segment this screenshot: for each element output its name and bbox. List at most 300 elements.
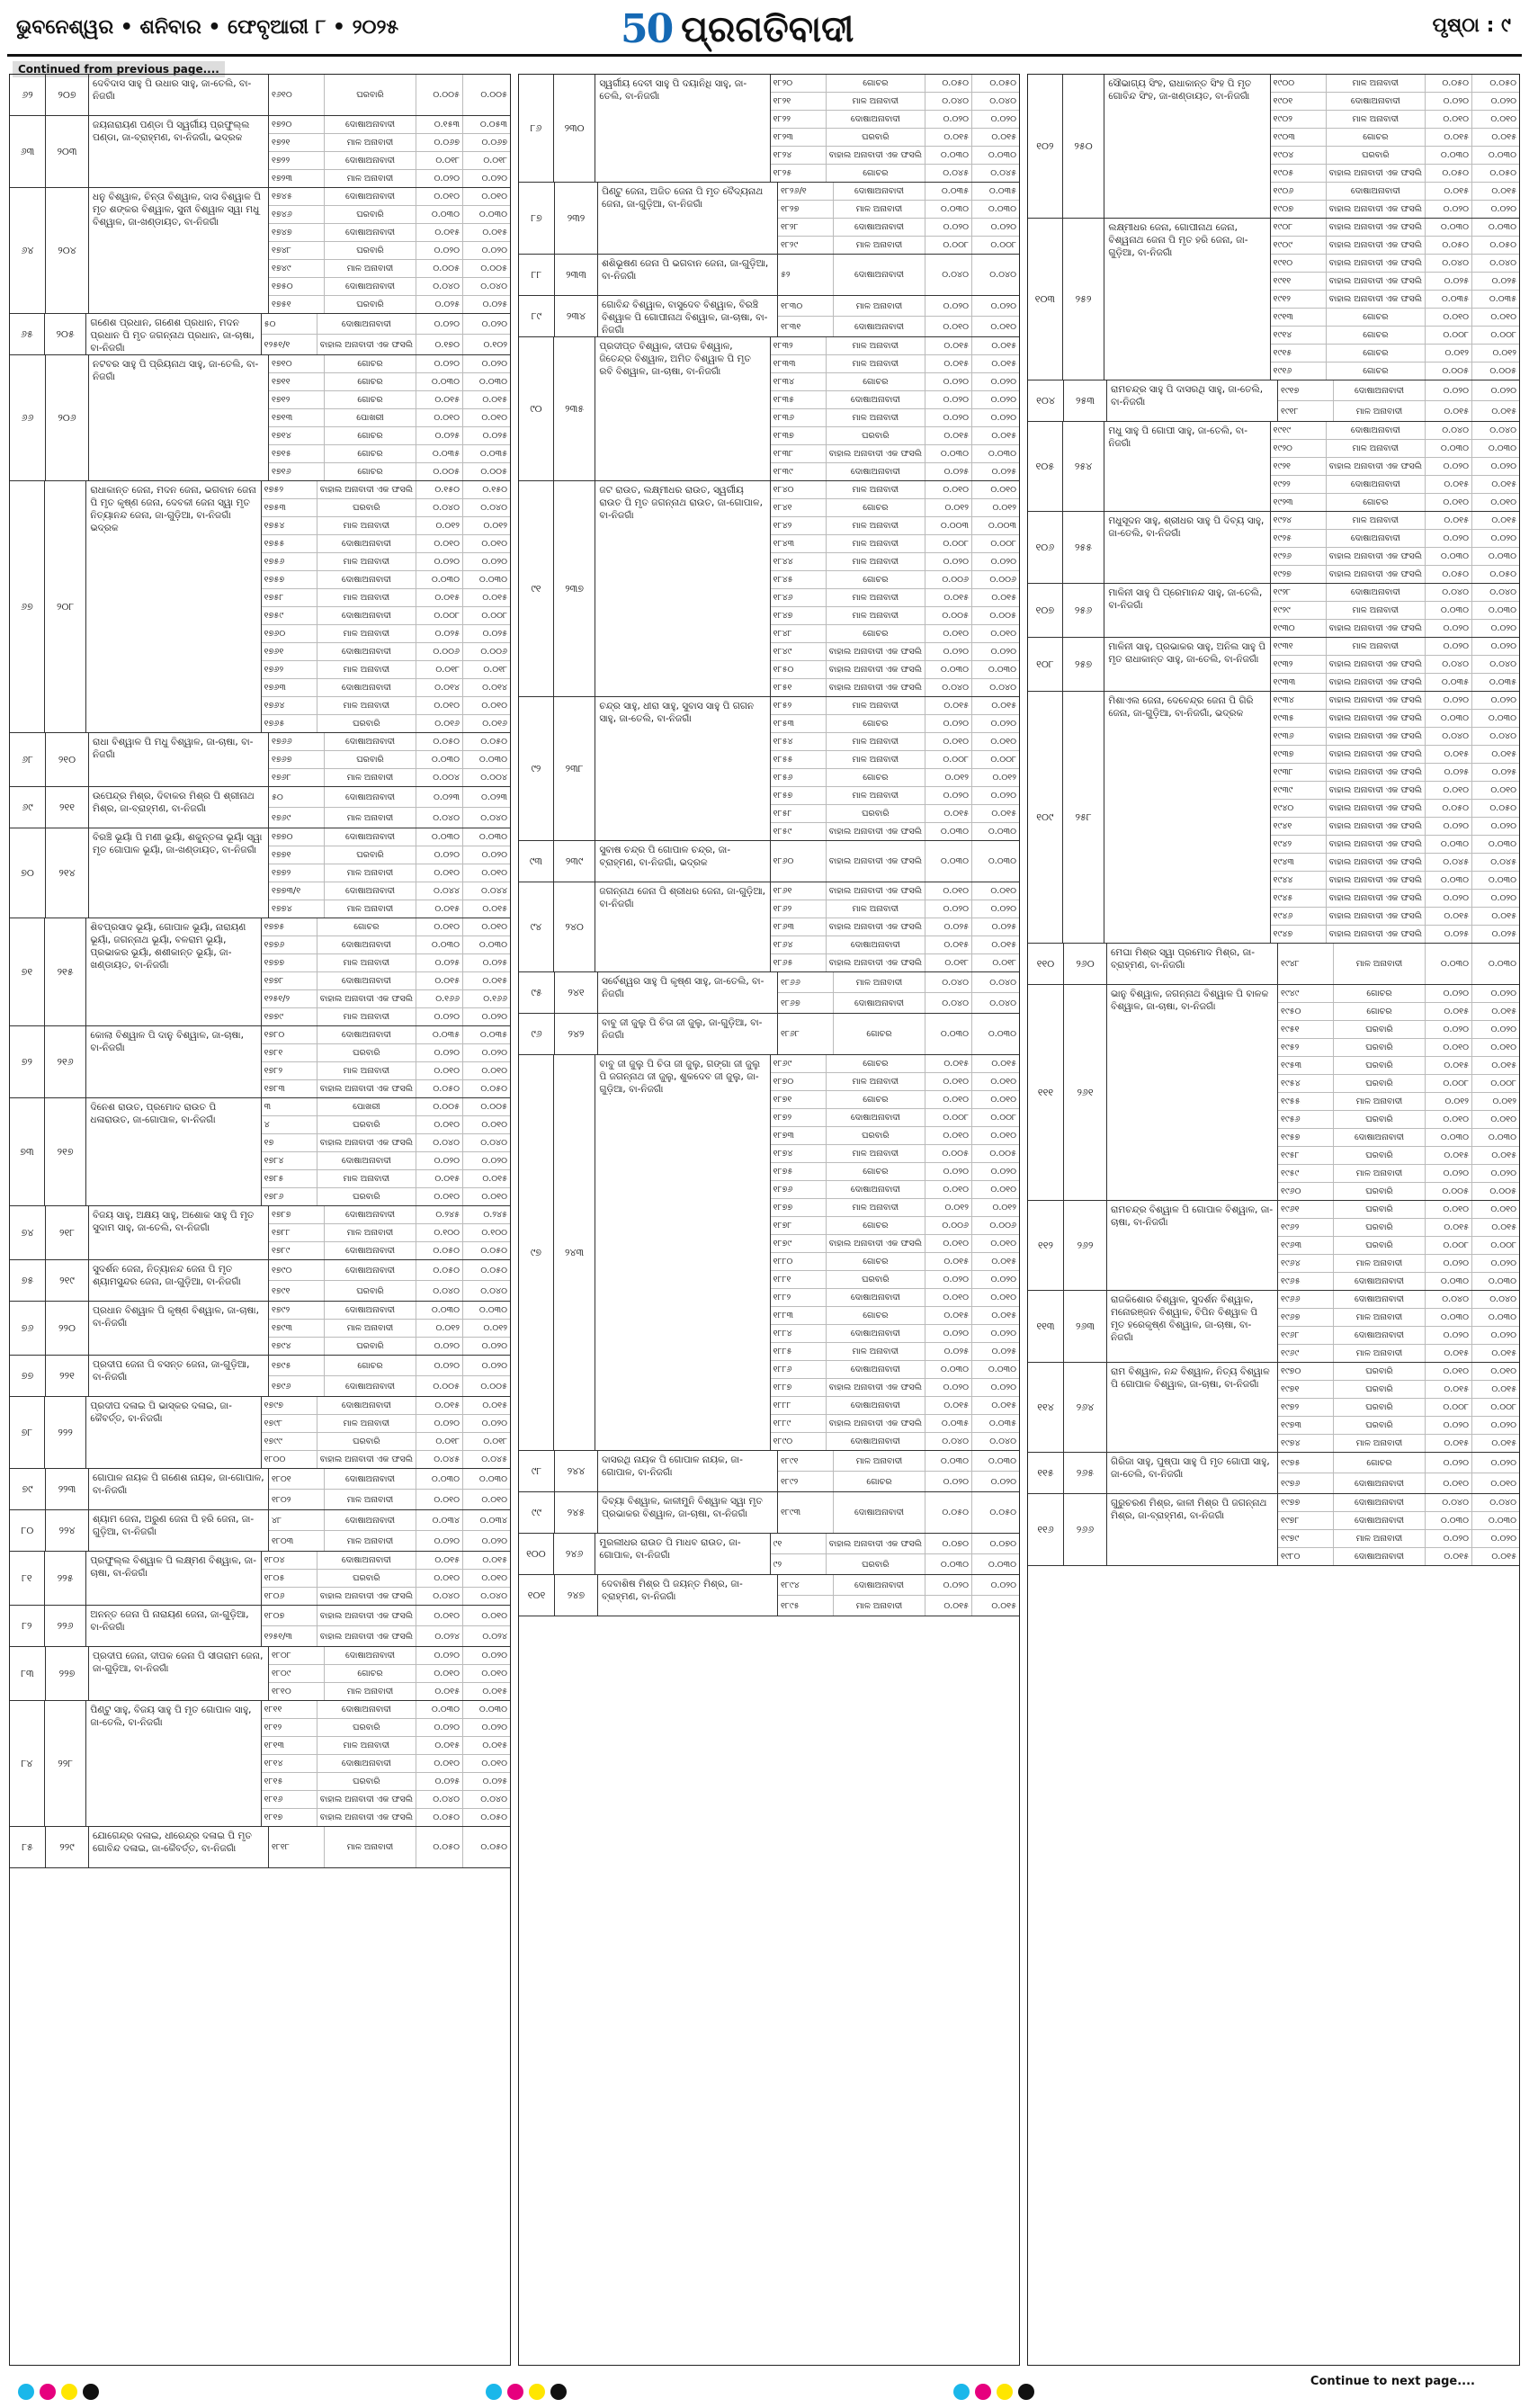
- plot-number: ୧୨୫୧/୨: [262, 990, 317, 1007]
- plot-number: ୧୭୭୩/୧: [269, 882, 325, 900]
- plot-number: ୧୮୬୦: [771, 841, 827, 882]
- table-row: [771, 75, 1019, 93]
- area-total: ୦.୦୨୦: [925, 1379, 972, 1396]
- table-row: [269, 391, 510, 409]
- land-kind: ମାଳ ଅନାବାଦୀ: [1334, 1345, 1426, 1362]
- land-kind: ମାଳ ଅନାବାଦୀ: [827, 1343, 925, 1360]
- record-group: [1028, 1453, 1519, 1494]
- table-row: [262, 607, 510, 625]
- area-acquired: ୦.୦୨୦: [481, 1341, 507, 1351]
- plot-number: ୧୯୫୫: [1278, 1093, 1334, 1110]
- record-group: [10, 188, 510, 314]
- area-total: ୦.୦୩୦: [925, 1554, 972, 1574]
- plot-number: ୧୯୩୬: [1271, 728, 1327, 745]
- table-row: [262, 589, 510, 607]
- plot-number: ୧୯୨୧: [1271, 458, 1327, 475]
- plot-number: ୧୭୮୨: [262, 1062, 317, 1079]
- land-kind: ଘରବାରି: [1334, 1039, 1426, 1056]
- area-total: ୦.୦୦୫: [416, 1098, 463, 1115]
- plot-number: ୧୭୯୧: [269, 1281, 325, 1301]
- area-total: ୦.୦୩୦: [1426, 1309, 1472, 1326]
- land-kind: ଦୋଷାଅନାବାଦୀ: [325, 1242, 416, 1259]
- owner-description: ପିଣ୍ଟୁ ଜେନା, ଅଜିତ ଜେନା ପି ମୃତ ବୈଦ୍ୟନାଥ ଜେନା, ଜା-ଗୁଡ଼ିଆ, ବା-ନିଜଗାଁ: [598, 183, 778, 254]
- serial-number: ୮୦: [10, 1510, 46, 1551]
- table-row: [771, 553, 1019, 571]
- land-kind: ବାହାଲ ଅନାବାଦୀ ଏକ ଫସଲି: [1327, 566, 1426, 583]
- khata-number: ୨୨୩: [46, 1469, 89, 1509]
- area-acquired: ୦.୦୩୦: [1488, 605, 1516, 615]
- land-kind: ଦୋଷାଅନାବାଦୀ: [1327, 530, 1426, 547]
- land-kind: ଦୋଷାଅନାବାଦୀ: [317, 643, 416, 660]
- table-row: [269, 445, 510, 463]
- area-total: ୦.୦୧୫: [416, 1683, 463, 1700]
- owner-description: ରାମଚନ୍ଦ୍ର ବିଶ୍ୱାଳ ପି ଗୋପାଳ ବିଶ୍ୱାଳ, ଜା-ଚାଷା, ବା-ନିଜଗାଁ: [1107, 1201, 1278, 1290]
- owner-description: ପିଣ୍ଟୁ ସାହୁ, ବିଜୟ ସାହୁ ପି ମୃତ ଗୋପାଳ ସାହୁ, ଜା-ତେଲି, ବା-ନିଜଗାଁ: [86, 1701, 261, 1826]
- plot-rows: [771, 882, 1019, 971]
- black-dot-icon: [550, 2384, 567, 2400]
- area-total: ୦.୦୨୦: [1426, 818, 1472, 835]
- table-row: [1278, 1003, 1519, 1021]
- plot-number: ୧୬୧୦: [269, 75, 325, 115]
- owner-description: ଧନୁ ବିଶ୍ୱାଳ, ଚିନ୍ତା ବିଶ୍ୱାଳ, ଦାସ ବିଶ୍ୱାଳ ପି ମୃତ ଶଙ୍କର ବିଶ୍ୱାଳ, ସୁନୀ ବିଶ୍ୱାଳ ସ୍ୱା ମଧୁ ବିଶ୍ୱାଳ, ଜା-ଖଣ୍ଡାୟତ, ବା-ନିଜଗାଁ: [89, 188, 269, 313]
- plot-number: ୧୮୬୮: [778, 1014, 834, 1054]
- area-acquired: ୦.୦୧୫: [482, 1174, 507, 1184]
- area-acquired: ୦.୦୧୦: [481, 1573, 507, 1583]
- land-kind: ଘରବାରି: [317, 715, 416, 732]
- table-row: [1278, 1363, 1519, 1381]
- table-row: [269, 1338, 510, 1355]
- area-acquired: ୦.୦୨୦: [990, 1275, 1016, 1285]
- plot-number: ୧୯୧୦: [1271, 255, 1327, 272]
- khata-number: ୨୧୯: [46, 1260, 89, 1301]
- land-kind: ଘରବାରି: [827, 1127, 925, 1144]
- owner-description: ମାଳିନୀ ସାହୁ, ପ୍ରଭାକର ସାହୁ, ଅନିଲ ସାହୁ ପି ମୃତ ରାଧାକାନ୍ତ ସାହୁ, ଜା-ତେଲି, ବା-ନିଜଗାଁ: [1104, 638, 1270, 691]
- record-group: [10, 1606, 510, 1647]
- area-total: ୦.୦୨୦: [925, 391, 972, 408]
- area-acquired: ୦.୦୩୦: [1488, 959, 1516, 969]
- plot-number: ୧୮୮୩: [771, 1307, 827, 1324]
- area-total: ୦.୦୧୫: [1426, 1381, 1472, 1398]
- owner-description: ବିରଞ୍ଚି ଭୂୟାଁ ପି ମଣୀ ଭୂୟାଁ, ଶକୁନ୍ତଳା ଭୂୟାଁ ସ୍ୱା ମୃତ ଗୋପାଳ ଭୂୟାଁ, ଜା-ଖଣ୍ଡାୟତ, ବା-ନିଜଗାଁ: [89, 828, 269, 918]
- area-total: ୦.୦୪୦: [416, 1588, 463, 1605]
- table-row: [262, 715, 510, 732]
- record-group: [1028, 512, 1519, 584]
- area-total: ୦.୦୦୮: [416, 607, 463, 624]
- plot-number: ୧୮୭୬: [771, 1181, 827, 1198]
- land-kind: ଦୋଷାଅନାବାଦୀ: [325, 1206, 416, 1223]
- area-acquired: ୦.୦୧୫: [1491, 1061, 1516, 1070]
- table-row: [771, 823, 1019, 840]
- table-row: [1278, 1473, 1519, 1493]
- plot-number: ୯୧: [771, 1534, 827, 1553]
- area-acquired: ୦.୦୧୮: [483, 1437, 507, 1446]
- record-group: [519, 337, 1019, 481]
- area-acquired: ୦.୦୧୨: [992, 503, 1016, 513]
- page-number: ପୃଷ୍ଠା : ୯: [1432, 14, 1511, 37]
- area-acquired: ୦.୦୨୦: [1490, 1168, 1516, 1178]
- plot-number: ୧୮୫୬: [771, 769, 827, 786]
- land-kind: ବାହାଲ ଅନାବାଦୀ ଏକ ଫସଲି: [317, 1451, 416, 1468]
- plot-number: ୫୨: [778, 255, 834, 295]
- area-acquired: ୦.୦୧୦: [1490, 312, 1516, 322]
- land-kind: ଦୋଷାଅନାବାଦୀ: [325, 1510, 416, 1530]
- plot-number: ୧୭୭୭: [262, 954, 317, 971]
- area-total: ୦.୦୨୦: [1426, 638, 1472, 655]
- land-kind: ଦୋଷାଅନାବାଦୀ: [827, 1433, 925, 1450]
- area-total: ୦.୦୩୦: [1426, 1512, 1472, 1529]
- area-total: ୦.୦୩୦: [1426, 944, 1472, 984]
- area-acquired: ୦.୦୧୫: [1491, 749, 1516, 759]
- area-acquired: ୦.୦୧୦: [481, 1669, 507, 1678]
- table-row: [1271, 440, 1519, 458]
- area-acquired: ୦.୦୨୫: [482, 431, 507, 441]
- land-kind: ମାଳ ଅନାବାଦୀ: [1334, 401, 1426, 421]
- area-acquired: ୦.୦୪୫: [1490, 857, 1516, 867]
- serial-number: ୧୧୦: [1028, 944, 1064, 984]
- plot-number: ୧୯୭୩: [1278, 1417, 1334, 1434]
- record-group: [1028, 584, 1519, 638]
- table-row: [1271, 129, 1519, 147]
- plot-rows: [269, 828, 510, 918]
- table-row: [1278, 1111, 1519, 1129]
- area-acquired: ୦.୦୨୦: [1490, 821, 1516, 831]
- area-acquired: ୦.୦୦୬: [989, 575, 1016, 585]
- plot-number: ୧୭୯୫: [269, 1356, 325, 1375]
- area-acquired: ୦.୦୧୦: [481, 1494, 507, 1505]
- newspaper-logo: [621, 5, 854, 52]
- area-acquired: ୦.୦୨୦: [481, 1651, 507, 1661]
- land-kind: ମାଳ ଅନାବାଦୀ: [827, 1073, 925, 1090]
- table-row: [1271, 201, 1519, 218]
- table-row: [771, 1415, 1019, 1433]
- plot-number: ୧୭୪୮: [269, 242, 325, 259]
- table-row: [771, 589, 1019, 607]
- table-row: [262, 553, 510, 571]
- serial-number: ୧୦୦: [519, 1534, 554, 1574]
- area-total: ୦.୦୨୦: [416, 1044, 463, 1061]
- land-kind: ଗୋଚର: [827, 1217, 925, 1234]
- table-row: [269, 170, 510, 187]
- table-row: [269, 1242, 510, 1259]
- plot-number: ୧୮୪୨: [771, 517, 827, 534]
- table-row: [1271, 854, 1519, 872]
- area-acquired: ୦.୦୧୦: [1490, 497, 1516, 507]
- area-total: ୦.୦୫୦: [416, 1827, 463, 1867]
- land-kind: ବାହାଲ ଅନାବାଦୀ ଏକ ଫସଲି: [1327, 273, 1426, 290]
- land-kind: ମାଳ ଅନାବାଦୀ: [827, 535, 925, 552]
- area-acquired: ୦.୦୨୦: [1490, 1534, 1516, 1544]
- table-row: [269, 188, 510, 206]
- area-total: ୦.୦୩୫: [416, 1026, 463, 1043]
- record-group: [1028, 1201, 1519, 1291]
- land-kind: ବାହାଲ ଅନାବାଦୀ ଏକ ଫସଲି: [827, 1534, 925, 1553]
- area-acquired: ୦.୦୧୫: [991, 940, 1016, 950]
- land-kind: ଦୋଷାଅନାବାଦୀ: [325, 787, 416, 807]
- plot-number: ୧୯୧୨: [1271, 291, 1327, 308]
- serial-number: ୯୪: [519, 882, 554, 971]
- table-row: [1278, 1309, 1519, 1327]
- area-total: ୦.୦୨୫: [925, 1343, 972, 1360]
- land-kind: ଘରବାରି: [325, 242, 416, 259]
- khata-number: ୨୩୯: [554, 841, 596, 882]
- area-acquired: ୦.୦୫୩: [479, 120, 507, 130]
- plot-rows: [1271, 692, 1519, 943]
- area-acquired: ୦.୦୩୦: [478, 832, 507, 842]
- record-group: [519, 1492, 1019, 1534]
- plot-number: ୧୮୩୦: [778, 296, 834, 316]
- area-total: ୦.୦୨୦: [1426, 458, 1472, 475]
- record-group: [10, 1647, 510, 1701]
- plot-number: ୧୯୧୧: [1271, 273, 1327, 290]
- area-total: ୦.୦୩୦: [925, 661, 972, 678]
- table-row: [262, 1701, 510, 1719]
- plot-number: ୧୮୮୦: [771, 1253, 827, 1270]
- plot-rows: [262, 314, 510, 354]
- area-total: ୦.୦୦୬: [925, 571, 972, 588]
- area-total: ୦.୦୧୫: [416, 224, 463, 241]
- area-acquired: ୦.୦୧୦: [1490, 114, 1516, 124]
- serial-number: ୬୬: [10, 355, 46, 480]
- record-group: [519, 841, 1019, 882]
- khata-number: ୨୧୪: [46, 828, 89, 918]
- land-kind: ଦୋଷାଅନାବାଦୀ: [1334, 1129, 1426, 1146]
- area-total: ୦.୦୩୦: [925, 147, 972, 164]
- table-row: [771, 571, 1019, 589]
- table-row: [262, 1433, 510, 1451]
- area-acquired: ୦.୦୨୦: [1490, 989, 1516, 998]
- area-acquired: ୦.୦୧୦: [1490, 1204, 1516, 1214]
- land-kind: ଦୋଷାଅନାବାଦୀ: [1327, 476, 1426, 493]
- table-row: [1271, 345, 1519, 363]
- plot-number: ୧୮୯୫: [778, 1596, 834, 1616]
- area-total: ୦.୦୧୦: [1426, 1473, 1472, 1493]
- plot-rows: [1278, 1291, 1519, 1362]
- magenta-dot-icon: [40, 2384, 56, 2400]
- khata-number: ୨୦୪: [46, 188, 89, 313]
- plot-rows: [269, 75, 510, 115]
- table-row: [269, 769, 510, 786]
- plot-number: ୧୯୬୦: [1278, 1183, 1334, 1200]
- area-total: ୦.୦୨୦: [1426, 890, 1472, 907]
- plot-number: ୧୯୬୫: [1278, 1273, 1334, 1290]
- serial-number: ୧୧୧: [1028, 985, 1064, 1200]
- land-kind: ଗୋଚର: [325, 463, 416, 480]
- area-acquired: ୦.୦୧୫: [1491, 1007, 1516, 1016]
- plot-number: ୧୮୩୪: [771, 373, 827, 390]
- area-total: ୦.୦୧୫: [925, 1055, 972, 1072]
- land-kind: ଦୋଷାଅନାବାଦୀ: [317, 936, 416, 953]
- area-total: ୦.୦୨୦: [416, 1356, 463, 1375]
- plot-number: ୧୮୮୭: [771, 1379, 827, 1396]
- land-kind: ଗୋଚର: [827, 715, 925, 732]
- area-acquired: ୦.୦୫୦: [480, 1813, 507, 1822]
- land-kind: ଘରବାରି: [1334, 1057, 1426, 1074]
- plot-number: ୧୯୦୬: [1271, 183, 1327, 200]
- owner-description: ଉପେନ୍ଦ୍ର ମିଶ୍ର, ଦିବାକର ମିଶ୍ର ପି ଶ୍ରୀନାଥ ମିଶ୍ର, ଜା-ବ୍ରାହ୍ମଣ, ବା-ନିଜଗାଁ: [89, 787, 269, 828]
- area-total: ୦.୦୪୦: [1426, 1494, 1472, 1511]
- table-row: [771, 1325, 1019, 1343]
- area-total: ୦.୧୬୬: [416, 990, 463, 1007]
- area-total: ୦.୦୨୫: [416, 296, 463, 313]
- table-row: [771, 1271, 1019, 1289]
- area-total: ୦.୦୫୦: [1426, 75, 1472, 92]
- land-kind: ବାହାଲ ଅନାବାଦୀ ଏକ ଫସଲି: [1327, 674, 1426, 691]
- plot-number: ୧୭୬୮: [269, 769, 325, 786]
- area-acquired: ୦.୦୧୫: [1491, 1552, 1516, 1562]
- record-group: [10, 733, 510, 787]
- land-kind: ମାଳ ଅନାବାଦୀ: [317, 553, 416, 570]
- area-total: ୦.୦୧୦: [925, 1181, 972, 1198]
- plot-rows: [771, 75, 1019, 182]
- plot-number: ୧୮୫୮: [771, 805, 827, 822]
- plot-number: ୧୯୭୬: [1278, 1473, 1334, 1493]
- land-kind: ଗୋଚର: [1327, 327, 1426, 344]
- plot-number: ୧୭୪୭: [269, 224, 325, 241]
- table-row: [771, 607, 1019, 625]
- area-acquired: ୦.୦୪୦: [989, 1437, 1016, 1446]
- area-acquired: ୦.୦୧୫: [991, 1257, 1016, 1267]
- owner-description: ପ୍ରଦୀପ ଜେନା ପି ବସନ୍ତ ଜେନା, ଜା-ଗୁଡ଼ିଆ, ବା-ନିଜଗାଁ: [89, 1356, 269, 1396]
- area-acquired: ୦.୦୧୦: [481, 192, 507, 201]
- table-row: [771, 1343, 1019, 1361]
- land-kind: ଘରବାରି: [317, 1044, 416, 1061]
- serial-number: ୧୧୬: [1028, 1494, 1064, 1565]
- land-kind: ଘରବାରି: [1334, 1363, 1426, 1380]
- land-kind: ଦୋଷାଅନାବାଦୀ: [834, 255, 925, 295]
- table-row: [1271, 255, 1519, 273]
- area-total: ୦.୦୦୫: [416, 1376, 463, 1396]
- owner-description: ରାମଚନ୍ଦ୍ର ସାହୁ ପି ଦାସରଥି ସାହୁ, ଜା-ତେଲି, ବା-ନିଜଗାଁ: [1107, 380, 1278, 421]
- plot-number: ୧୮୫୦: [771, 661, 827, 678]
- land-kind: ଦୋଷାଅନାବାଦୀ: [1334, 1512, 1426, 1529]
- table-row: [771, 805, 1019, 823]
- table-row: [262, 517, 510, 535]
- area-total: ୦.୦୧୦: [1426, 1111, 1472, 1128]
- table-row: [771, 481, 1019, 499]
- area-acquired: ୦.୦୩୦: [478, 1473, 507, 1484]
- land-kind: ଦୋଷାଅନାବାଦୀ: [325, 278, 416, 295]
- area-acquired: ୦.୦୦୬: [480, 647, 507, 657]
- table-row: [1271, 530, 1519, 548]
- plot-number: ୧୭୫୮: [262, 589, 317, 606]
- area-acquired: ୦.୦୪୦: [1489, 659, 1516, 669]
- table-row: [771, 1253, 1019, 1271]
- table-row: [1278, 1530, 1519, 1548]
- area-acquired: ୦.୦୨୫: [991, 1347, 1016, 1356]
- magenta-dot-icon: [975, 2384, 991, 2400]
- table-row: [778, 317, 1019, 336]
- khata-number: ୨୬୧: [1064, 985, 1107, 1200]
- table-row: [262, 499, 510, 517]
- area-acquired: ୦.୦୬୭: [481, 138, 507, 148]
- plot-rows: [778, 296, 1019, 336]
- plot-number: ୧୯୦୧: [1271, 93, 1327, 110]
- table-row: [771, 1554, 1019, 1574]
- area-acquired: ୦.୦୨୦: [1490, 385, 1516, 396]
- area-acquired: ୦.୦୨୦: [481, 1535, 507, 1546]
- area-total: ୦.୦୪୦: [416, 278, 463, 295]
- plot-number: ୧୮୨୧: [771, 93, 827, 110]
- table-row: [1278, 1183, 1519, 1200]
- area-total: ୦.୦୦୫: [925, 1145, 972, 1162]
- area-acquired: ୦.୦୧୫: [482, 976, 507, 986]
- table-row: [1271, 291, 1519, 309]
- plot-number: ୧୯୨୩: [1271, 494, 1327, 511]
- area-total: ୦.୦୨୦: [416, 846, 463, 864]
- plot-number: ୧୯୪୫: [1271, 890, 1327, 907]
- land-kind: ବାହାଲ ଅନାବାଦୀ ଏକ ଫସଲି: [1327, 237, 1426, 254]
- table-row: [771, 1397, 1019, 1415]
- serial-number: ୮୭: [519, 183, 555, 254]
- owner-description: ମୁରଲୀଧର ରାଉତ ପି ମାଧବ ରାଉତ, ଜା-ଗୋପାଳ, ବା-ନିଜଗାଁ: [595, 1534, 770, 1574]
- land-kind: ଗୋଚର: [317, 918, 416, 935]
- owner-description: ଜଗନ୍ନାଥ ଜେନା ପି ଶ୍ରୀଧର ଜେନା, ଜା-ଗୁଡ଼ିଆ, ବା-ନିଜଗାଁ: [595, 882, 770, 971]
- plot-rows: [1271, 75, 1519, 218]
- area-total: ୦.୦୧୦: [416, 1570, 463, 1587]
- owner-description: ମେଘା ମିଶ୍ର ସ୍ୱା ପ୍ରମୋଦ ମିଶ୍ର, ଜା-ବ୍ରାହ୍ମଣ, ବା-ନିଜଗାଁ: [1107, 944, 1278, 984]
- land-kind: ବାହାଲ ଅନାବାଦୀ ଏକ ଫସଲି: [1327, 800, 1426, 817]
- plot-number: ୧୯୫୬: [1278, 1111, 1334, 1128]
- table-row: [1271, 458, 1519, 476]
- table-row: [771, 111, 1019, 129]
- area-acquired: ୦.୦୦୫: [480, 1381, 507, 1392]
- area-total: ୦.୦୨୦: [925, 1163, 972, 1180]
- area-acquired: ୦.୦୧୦: [990, 1077, 1016, 1087]
- plot-number: ୧୮୭୫: [771, 1163, 827, 1180]
- table-row: [771, 954, 1019, 971]
- serial-number: ୮୯: [519, 296, 555, 336]
- plot-number: ୧୭୨୦: [269, 116, 325, 133]
- area-acquired: ୦.୦୧୫: [1491, 186, 1516, 196]
- area-acquired: ୦.୦୧୦: [990, 886, 1016, 896]
- plot-number: ୧୭୬୯: [269, 808, 325, 828]
- plot-number: ୧୮୮୨: [771, 1289, 827, 1306]
- owner-description: ଗୋବିନ୍ଦ ବିଶ୍ୱାଳ, ବାସୁଦେବ ବିଶ୍ୱାଳ, ବିରଞ୍ଚି ବିଶ୍ୱାଳ ପି ଗୋପୀନାଥ ବିଶ୍ୱାଳ, ଜା-ଚାଷା, ବା-ନିଜଗାଁ: [598, 296, 778, 336]
- area-acquired: ୦.୦୨୦: [990, 222, 1016, 232]
- area-acquired: ୦.୦୨୦: [481, 1156, 507, 1166]
- land-kind: ଦୋଷାଅନାବାଦୀ: [827, 1109, 925, 1126]
- area-total: ୦.୦୧୫: [925, 1307, 972, 1324]
- land-kind: ଦୋଷାଅନାବାଦୀ: [317, 1397, 416, 1414]
- plot-number: ୧୯୧୪: [1271, 327, 1327, 344]
- land-kind: ଘରବାରି: [1334, 1111, 1426, 1128]
- plot-number: ୧୮୫୯: [771, 823, 827, 840]
- plot-number: ୧୯୧୭: [1278, 380, 1334, 400]
- land-kind: ବାହାଲ ଅନାବାଦୀ ଏକ ଫସଲି: [1327, 764, 1426, 781]
- owner-description: ଗୋପାଳ ନାୟକ ପି ଗଣେଶ ନାୟକ, ଜା-ଗୋପାଳ, ବା-ନିଜଗାଁ: [89, 1469, 269, 1509]
- area-total: ୦.୦୨୦: [925, 553, 972, 570]
- area-total: ୦.୦୨୦: [416, 1531, 463, 1551]
- plot-number: ୧୯୨୦: [1271, 440, 1327, 457]
- table-row: [1278, 1327, 1519, 1345]
- plot-number: ୧୭୨୧: [269, 134, 325, 151]
- serial-number: ୧୦୭: [1028, 584, 1063, 637]
- area-acquired: ୦.୦୧୦: [481, 1120, 507, 1130]
- land-kind: ବାହାଲ ଅନାବାଦୀ ଏକ ଫସଲି: [827, 1415, 925, 1432]
- registration-marks-left: [18, 2384, 99, 2400]
- area-total: ୦.୦୨୦: [1426, 620, 1472, 637]
- table-row: [1278, 1548, 1519, 1565]
- plot-number: ୧୭୭୫: [262, 918, 317, 935]
- area-acquired: ୦.୦୨୫: [482, 629, 507, 639]
- plot-rows: [778, 255, 1019, 295]
- plot-number: ୧୮୩୯: [771, 463, 827, 480]
- khata-number: ୨୪୬: [554, 1534, 596, 1574]
- area-total: ୦.୦୧୦: [925, 1127, 972, 1144]
- plot-number: ୧୭୮୫: [262, 1170, 317, 1187]
- plot-number: ୧୮୪୫: [771, 571, 827, 588]
- table-row: [262, 1134, 510, 1152]
